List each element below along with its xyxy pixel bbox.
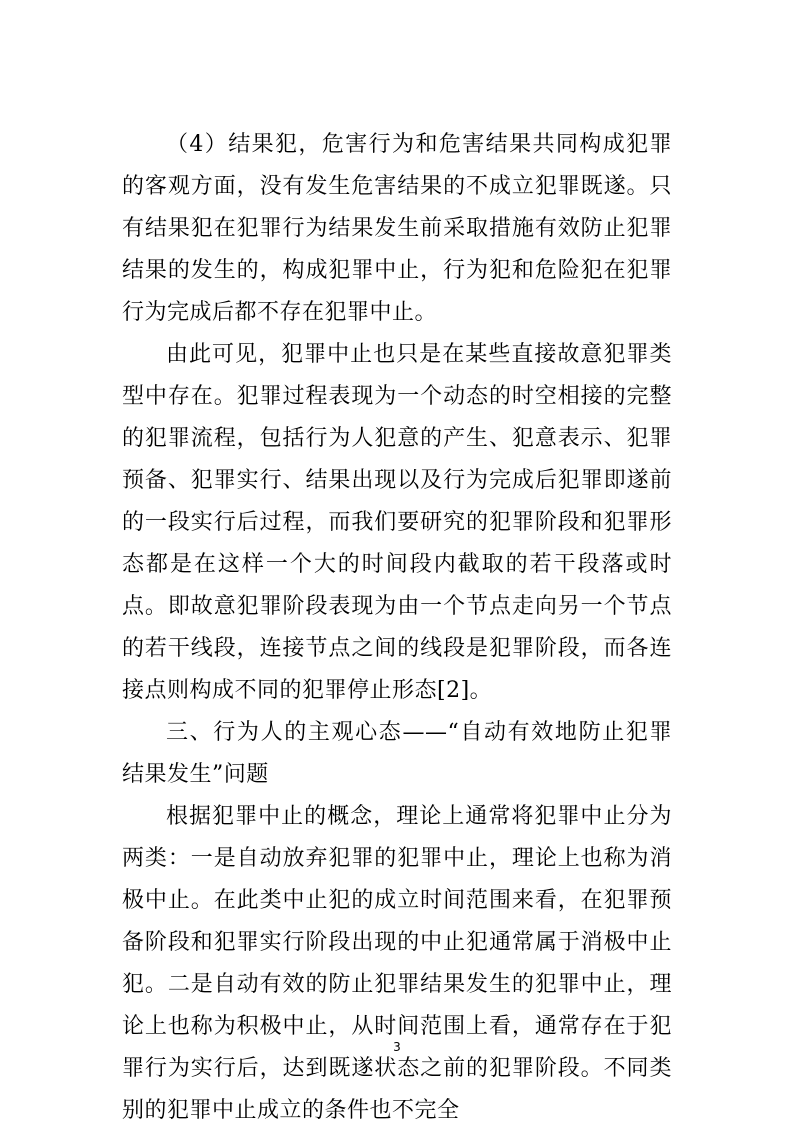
body-text (122, 124, 672, 1132)
paragraph-conclusion: 由此可见，犯罪中止也只是在某些直接故意犯罪类型中存在。犯罪过程表现为一个动态的时空相接的完整的犯罪流程，包括行为人犯意的产生、犯意表示、犯罪预备、犯罪实行、结果出现以及行为完成后犯罪即遂前的一段实行后过程，而我们要研究的犯罪阶段和犯罪形态都是在这样一个大的时间段内截取的若干段落或时点。即故意犯罪阶段表现为由一个节点走向另一个节点的若干线段，连接节点之间的线段是犯罪阶段，而各连接点则构成不同的犯罪停止形态[2]。 (122, 342, 672, 703)
paragraph-classification: 根据犯罪中止的概念，理论上通常将犯罪中止分为两类：一是自动放弃犯罪的犯罪中止，理论上也称为消极中止。在此类中止犯的成立时间范围来看，在犯罪预备阶段和犯罪实行阶段出现的中止犯通常属于消极中止犯。二是自动有效的防止犯罪结果发生的犯罪中止，理论上也称为积极中止，从时间范围上看，通常存在于犯罪行为实行后，达到既遂状态之前的犯罪阶段。不同类别的犯罪中止成立的条件也不完全 (122, 804, 672, 1123)
page-number: 3 (393, 1040, 401, 1054)
paragraph-result-crime: （4）结果犯，危害行为和危害结果共同构成犯罪的客观方面，没有发生危害结果的不成立犯罪既遂。只有结果犯在犯罪行为结果发生前采取措施有效防止犯罪结果的发生的，构成犯罪中止，行为犯和危险犯在犯罪行为完成后都不存在犯罪中止。 (122, 132, 672, 325)
section-heading: 三、行为人的主观心态——“自动有效地防止犯罪结果发生”问题 (122, 720, 672, 787)
